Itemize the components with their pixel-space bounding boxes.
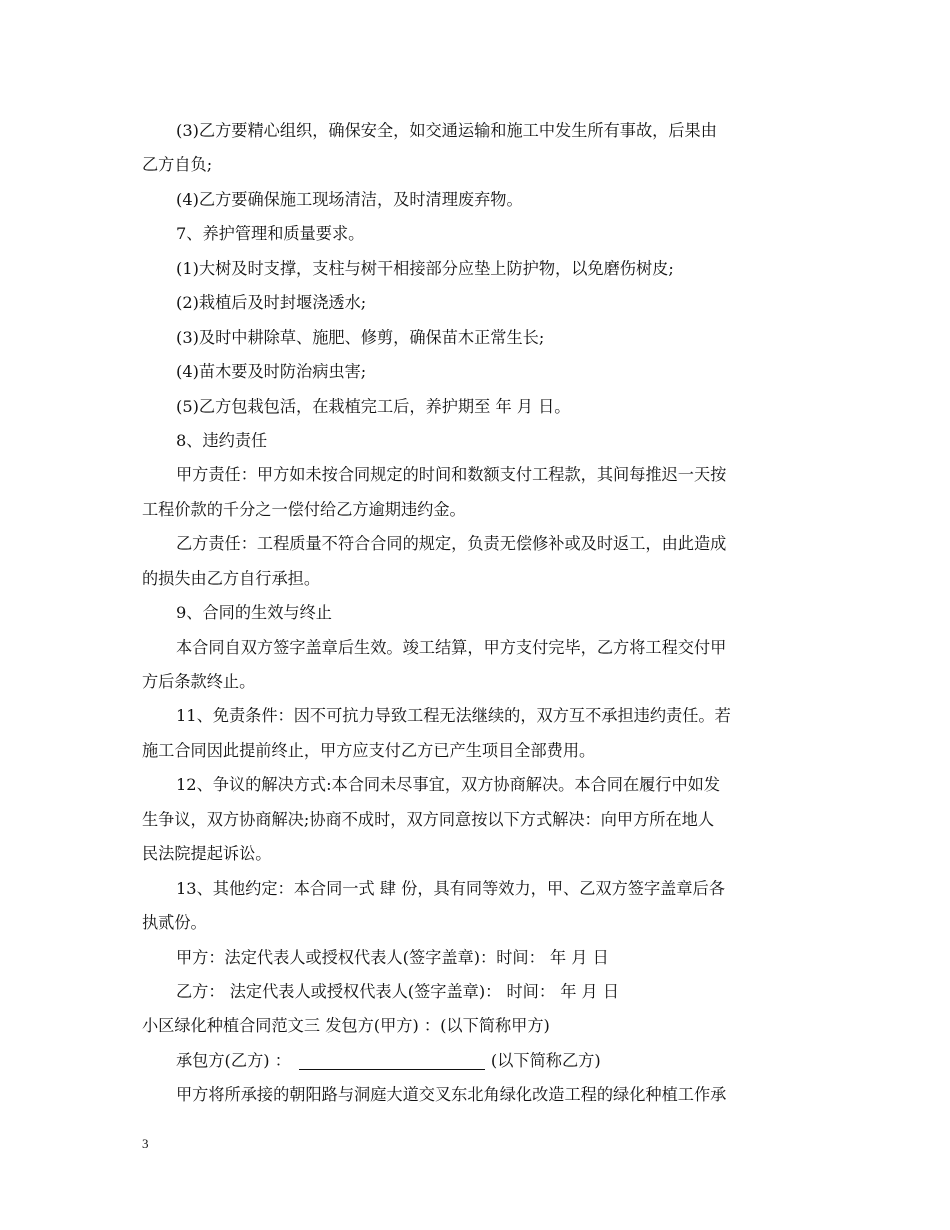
clause-line-pest-control: (4)苗木要及时防治病虫害;: [176, 362, 367, 382]
clause-line-weeding: (3)及时中耕除草、施肥、修剪，确保苗木正常生长;: [176, 327, 545, 347]
signature-party-b: 乙方： 法定代表人或授权代表人(签字盖章)： 时间： 年 月 日: [176, 981, 620, 1001]
clause-line-safety: (3)乙方要精心组织，确保安全，如交通运输和施工中发生所有事故，后果由: [176, 121, 717, 140]
clause-line-cleanliness: (4)乙方要确保施工现场清洁，及时清理废弃物。: [176, 189, 523, 209]
contractor-label: 承包方(乙方) ：: [176, 1050, 291, 1070]
contract-title-three: 小区绿化种植合同范文三 发包方(甲方) ：(以下简称甲方): [142, 1016, 550, 1036]
paragraph-party-a-liability: 甲方责任：甲方如未按合同规定的时间和数额支付工程款，其间每推迟一天按: [176, 465, 727, 485]
section-heading-maintenance: 7、养护管理和质量要求。: [176, 224, 365, 244]
paragraph-party-a-liability-cont: 工程价款的千分之一偿付给乙方逾期违约金。: [142, 499, 466, 519]
paragraph-party-b-liability: 乙方责任：工程质量不符合合同的规定，负责无偿修补或及时返工，由此造成: [176, 534, 727, 554]
section-other-cont: 执贰份。: [142, 913, 207, 933]
contractor-line: [142, 1044, 814, 1078]
section-other: 13、其他约定：本合同一式 肆 份，具有同等效力，甲、乙双方签字盖章后各: [176, 878, 725, 898]
clause-line-maintenance-period: (5)乙方包栽包活，在栽植完工后，养护期至 年 月 日。: [176, 396, 571, 416]
clause-line-safety-cont: 乙方自负;: [142, 155, 213, 175]
paragraph-party-b-liability-cont: 的损失由乙方自行承担。: [142, 568, 321, 588]
contract-body: [142, 114, 814, 1113]
paragraph-assignment: 甲方将所承接的朝阳路与洞庭大道交叉东北角绿化改造工程的绿化种植工作承: [176, 1085, 727, 1105]
section-heading-effect: 9、合同的生效与终止: [176, 603, 332, 623]
section-exemption-cont: 施工合同因此提前终止，甲方应支付乙方已产生项目全部费用。: [142, 740, 596, 760]
section-dispute-cont-2: 民法院提起诉讼。: [142, 844, 272, 864]
section-dispute-cont-1: 生争议，双方协商解决;协商不成时，双方同意按以下方式解决：向甲方所在地人: [142, 809, 715, 829]
section-dispute: 12、争议的解决方式:本合同未尽事宜，双方协商解决。本合同在履行中如发: [176, 775, 721, 795]
section-exemption: 11、免责条件：因不可抗力导致工程无法继续的，双方互不承担违约责任。若: [176, 706, 731, 726]
page-number: 3: [142, 1136, 149, 1151]
paragraph-effect-cont: 方后条款终止。: [142, 672, 256, 691]
signature-party-a: 甲方：法定代表人或授权代表人(签字盖章)：时间： 年 月 日: [176, 947, 609, 967]
contractor-suffix: (以下简称乙方): [490, 1050, 601, 1070]
clause-line-support: (1)大树及时支撑，支柱与树干相接部分应垫上防护物，以免磨伤树皮;: [176, 258, 674, 278]
clause-line-watering: (2)栽植后及时封堰浇透水;: [176, 293, 367, 313]
contractor-blank: [299, 1051, 485, 1070]
section-heading-liability: 8、违约责任: [176, 430, 268, 450]
paragraph-effect: 本合同自双方签字盖章后生效。竣工结算，甲方支付完毕，乙方将工程交付甲: [176, 637, 727, 657]
